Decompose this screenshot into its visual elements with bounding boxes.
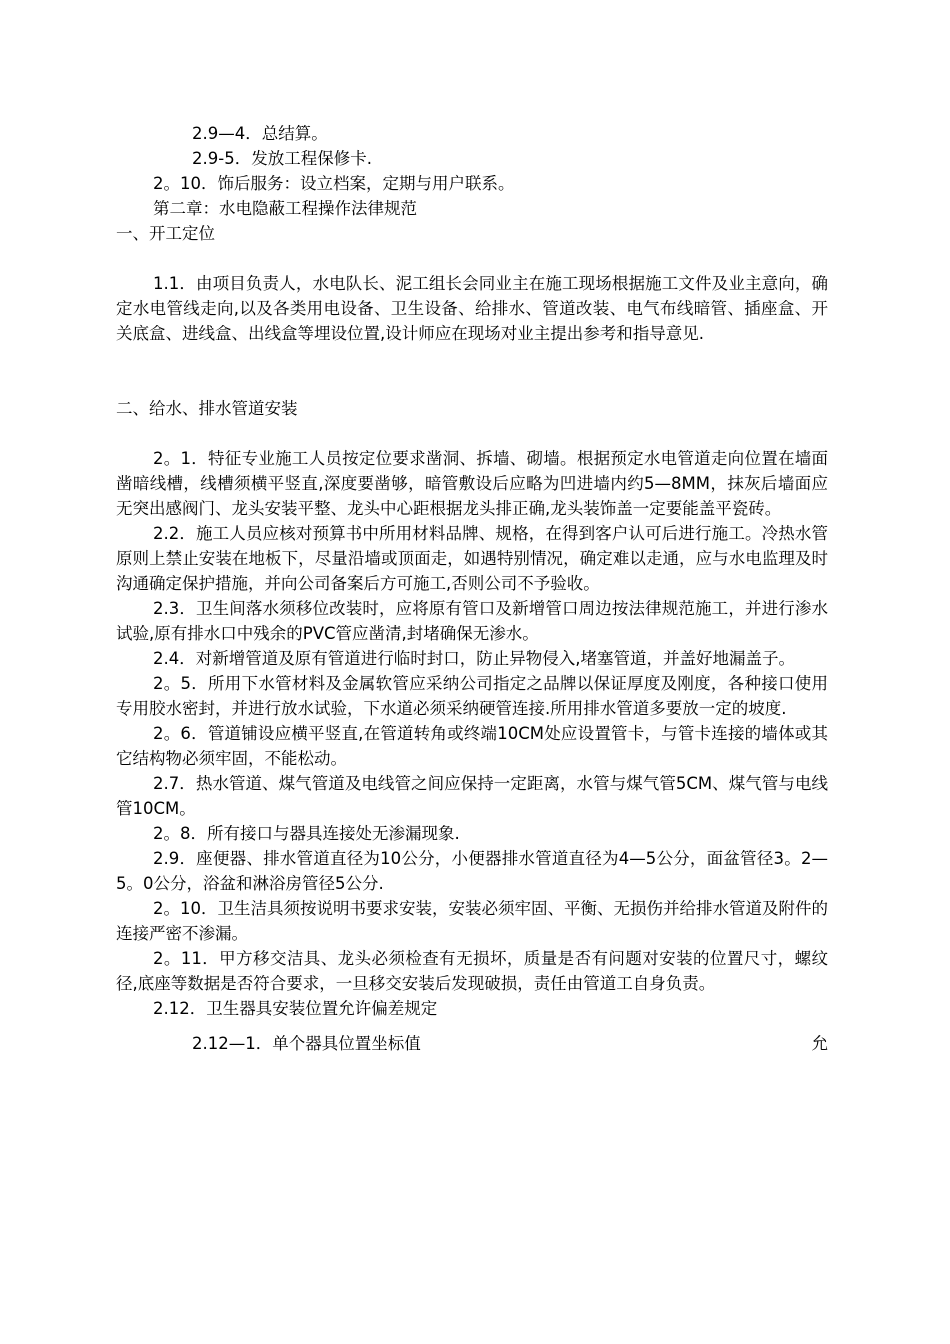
paragraph-2-4: 2.4．对新增管道及原有管道进行临时封口，防止异物侵入,堵塞管道，并盖好地漏盖子。: [153, 649, 795, 668]
item-2-9-4: 2.9—4．总结算。: [192, 124, 328, 143]
blank-line: [116, 421, 828, 446]
document-body: [116, 121, 828, 1056]
chapter-two-heading: 第二章：水电隐蔽工程操作法律规范: [153, 199, 417, 218]
item-2-12-1-trailing: 允: [811, 1034, 828, 1053]
paragraph-2-9: 2.9．座便器、排水管道直径为10公分，小便器排水管道直径为4—5公分，面盆管径3。2—5。0公分，浴盆和淋浴房管径5公分.: [116, 849, 828, 893]
item-2-12-1: [116, 1031, 828, 1056]
item-2-9-5: 2.9-5．发放工程保修卡.: [192, 149, 372, 168]
paragraph-2-5: 2。5．所用下水管材料及金属软管应采纳公司指定之品牌以保证厚度及刚度，各种接口使用专用胶水密封，并进行放水试验，下水道必须采纳硬管连接.所用排水管道多要放一定的坡度.: [116, 674, 828, 718]
paragraph-2-10: 2。10．卫生洁具须按说明书要求安装，安装必须牢固、平衡、无损伤并给排水管道及附件的连接严密不渗漏。: [116, 899, 828, 943]
paragraph-2-11: 2。11．甲方移交洁具、龙头必须检查有无损坏，质量是否有问题对安装的位置尺寸，螺纹径,底座等数据是否符合要求，一旦移交安装后发现破损，责任由管道工自身负责。: [116, 949, 828, 993]
paragraph-2-6: 2。6．管道铺设应横平竖直,在管道转角或终端10CM处应设置管卡，与管卡连接的墙体或其它结构物必须牢固，不能松动。: [116, 724, 828, 768]
paragraph-2-3: 2.3．卫生间落水须移位改装时，应将原有管口及新增管口周边按法律规范施工，并进行渗水试验,原有排水口中残余的PVC管应凿清,封堵确保无渗水。: [116, 599, 828, 643]
paragraph-2-8: 2。8．所有接口与器具连接处无渗漏现象.: [153, 824, 460, 843]
section-one-heading: 一、开工定位: [116, 224, 215, 243]
item-2-12-1-text: 2.12—1．单个器具位置坐标值: [192, 1034, 421, 1053]
blank-line: [116, 346, 828, 396]
paragraph-2-1: 2。1．特征专业施工人员按定位要求凿洞、拆墙、砌墙。根据预定水电管道走向位置在墙面凿暗线槽，线槽须横平竖直,深度要凿够，暗管敷设后应略为凹进墙内约5—8MM，抹灰后墙面应无突出感阀门、龙头安装平整、龙头中心距根据龙头排正确,龙头装饰盖一定要能盖平瓷砖。: [116, 449, 828, 518]
paragraph-1-1: 1.1．由项目负责人，水电队长、泥工组长会同业主在施工现场根据施工文件及业主意向，确定水电管线走向,以及各类用电设备、卫生设备、给排水、管道改装、电气布线暗管、插座盒、开关底盒、进线盒、出线盒等埋设位置,设计师应在现场对业主提出参考和指导意见.: [116, 274, 828, 343]
spacer: [116, 1021, 828, 1031]
blank-line: [116, 246, 828, 271]
paragraph-2-7: 2.7．热水管道、煤气管道及电线管之间应保持一定距离，水管与煤气管5CM、煤气管与电线管10CM。: [116, 774, 828, 818]
paragraph-2-2: 2.2．施工人员应核对预算书中所用材料品牌、规格，在得到客户认可后进行施工。冷热水管原则上禁止安装在地板下，尽量沿墙或顶面走，如遇特别情况，确定难以走通，应与水电监理及时沟通确定保护措施，并向公司备案后方可施工,否则公司不予验收。: [116, 524, 828, 593]
paragraph-2-12: 2.12．卫生器具安装位置允许偏差规定: [153, 999, 438, 1018]
section-two-heading: 二、给水、排水管道安装: [116, 399, 298, 418]
item-2-10-service: 2。10．饰后服务：设立档案，定期与用户联系。: [153, 174, 515, 193]
